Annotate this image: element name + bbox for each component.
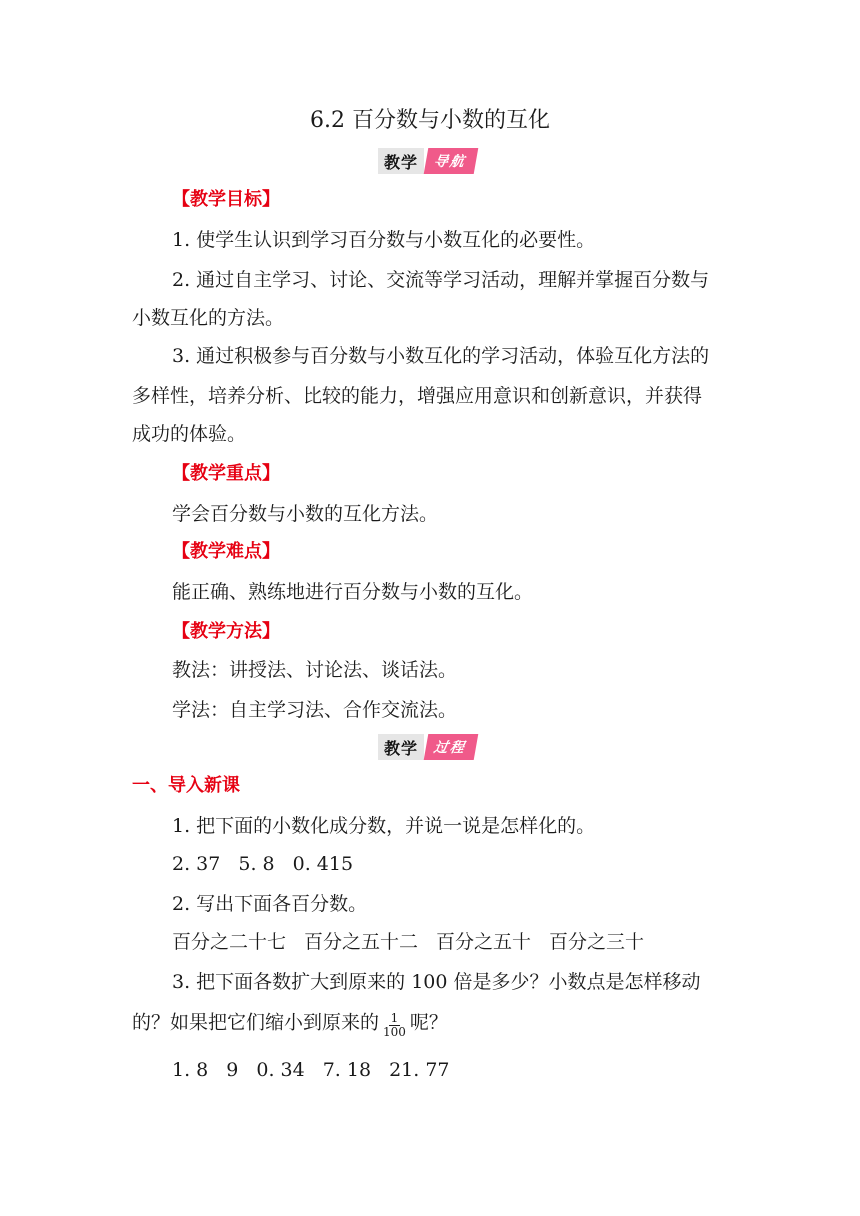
value-item: 百分之三十 <box>549 931 645 953</box>
value-item: 0. 34 <box>256 1059 305 1081</box>
value-item: 7. 18 <box>322 1059 372 1081</box>
fraction-denominator: 100 <box>383 1025 406 1039</box>
intro-question-2-values <box>172 930 644 954</box>
intro-question-3-values <box>172 1058 450 1082</box>
goals-heading: 【教学目标】 <box>172 189 280 210</box>
intro-heading: 一、导入新课 <box>132 775 240 796</box>
intro-question-3-line-2 <box>132 1010 448 1037</box>
banner-right-label: 导航 <box>424 148 479 174</box>
value-item: 21. 77 <box>389 1059 450 1081</box>
page-title: 6.2 百分数与小数的互化 <box>310 108 550 133</box>
question-text: 呢？ <box>409 1011 448 1034</box>
intro-question-2: 2. 写出下面各百分数。 <box>172 893 368 915</box>
key-points-text: 学会百分数与小数的互化方法。 <box>172 503 439 525</box>
value-item: 百分之二十七 <box>172 931 287 953</box>
methods-teaching: 教法：讲授法、讨论法、谈话法。 <box>172 659 458 681</box>
value-item: 百分之五十 <box>436 931 532 953</box>
goal-item-3-line-1: 3. 通过积极参与百分数与小数互化的学习活动，体验互化方法的 <box>172 345 710 367</box>
goal-item-2-line-1: 2. 通过自主学习、讨论、交流等学习活动，理解并掌握百分数与 <box>172 269 710 291</box>
fraction-numerator: 1 <box>390 1011 399 1025</box>
methods-learning: 学法：自主学习法、合作交流法。 <box>172 699 458 721</box>
goal-item-3-line-3: 成功的体验。 <box>132 423 247 445</box>
value-item: 5. 8 <box>238 853 275 875</box>
fraction-one-hundredth <box>381 1012 408 1039</box>
question-text: 的？如果把它们缩小到原来的 <box>132 1011 380 1034</box>
difficulties-heading: 【教学难点】 <box>172 541 280 562</box>
teaching-process-banner <box>378 734 476 760</box>
value-item: 百分之五十二 <box>304 931 419 953</box>
goal-item-1: 1. 使学生认识到学习百分数与小数互化的必要性。 <box>172 229 596 251</box>
value-item: 9 <box>226 1059 239 1081</box>
goal-item-2-line-2: 小数互化的方法。 <box>132 307 285 329</box>
key-points-heading: 【教学重点】 <box>172 463 280 484</box>
banner-right-label: 过程 <box>424 734 479 760</box>
intro-question-1-values <box>172 852 353 876</box>
intro-question-3-line-1: 3. 把下面各数扩大到原来的 100 倍是多少？小数点是怎样移动 <box>172 971 701 993</box>
difficulties-text: 能正确、熟练地进行百分数与小数的互化。 <box>172 581 534 603</box>
banner-left-label: 教学 <box>378 734 424 760</box>
banner-left-label: 教学 <box>378 148 424 174</box>
goal-item-3-line-2: 多样性，培养分析、比较的能力，增强应用意识和创新意识，并获得 <box>132 385 703 407</box>
intro-question-1: 1. 把下面的小数化成分数，并说一说是怎样化的。 <box>172 815 596 837</box>
methods-heading: 【教学方法】 <box>172 621 280 642</box>
value-item: 1. 8 <box>172 1059 209 1081</box>
value-item: 2. 37 <box>172 853 221 875</box>
teaching-guide-banner <box>378 148 476 174</box>
value-item: 0. 415 <box>292 853 354 875</box>
